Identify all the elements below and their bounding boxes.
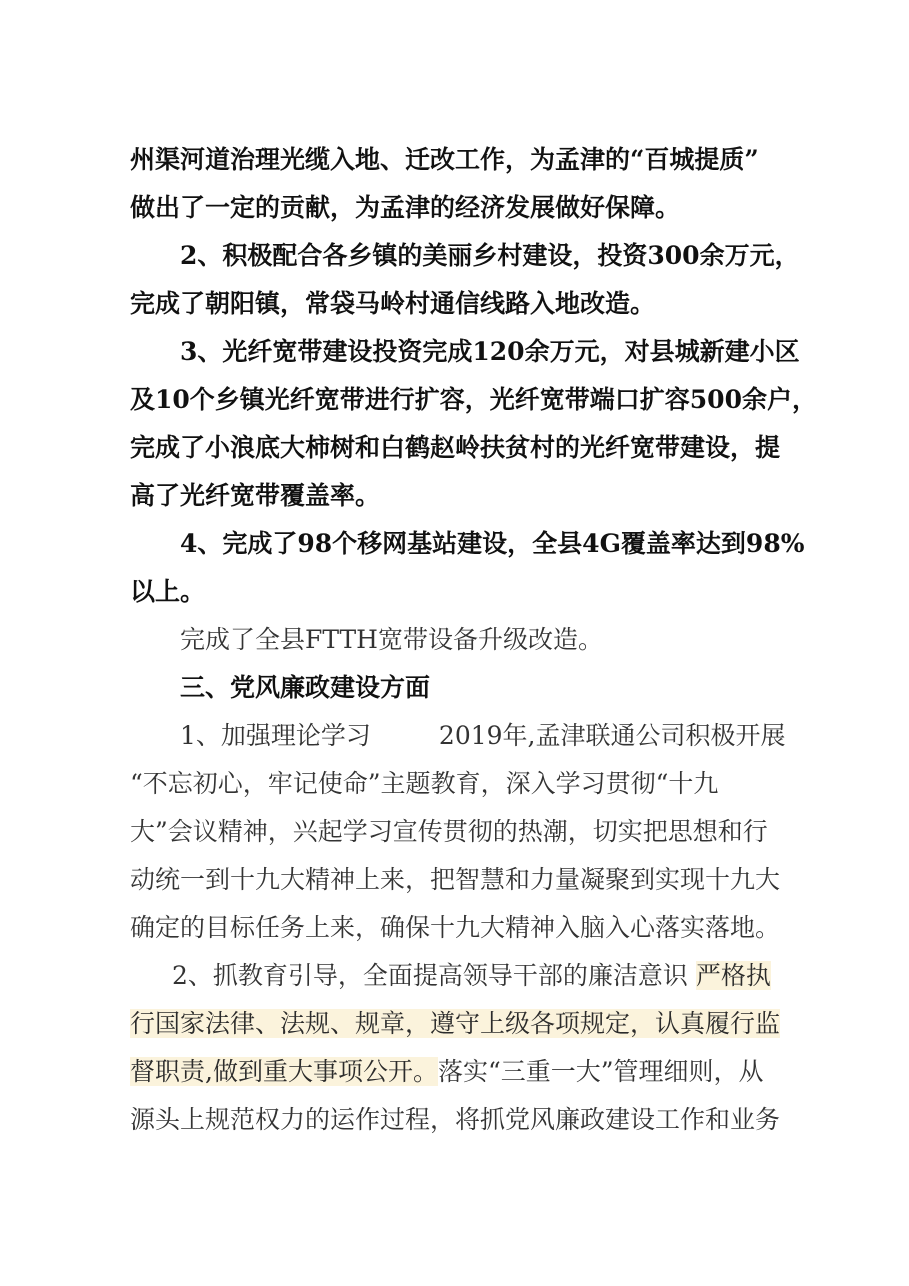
paragraph-line [130, 1004, 780, 1044]
highlighted-text: 行国家法律、法规、规章，遵守上级各项规定，认真履行监 [130, 1009, 781, 1038]
paragraph-line: 动统一到十九大精神上来，把智慧和力量凝聚到实现十九大 [130, 865, 781, 894]
list-item-3: 3、光纤宽带建设投资完成120余万元，对县城新建小区 [180, 337, 800, 366]
paragraph-text: 2019年,孟津联通公司积极开展 [438, 721, 786, 750]
paragraph-line: 及10个乡镇光纤宽带进行扩容，光纤宽带端口扩容500余户， [130, 385, 817, 414]
subsection-line [172, 956, 771, 996]
section-heading: 三、党风廉政建设方面 [180, 673, 431, 702]
paragraph-line [130, 1052, 764, 1092]
highlighted-text: 严格执 [695, 961, 771, 990]
paragraph-text: 落实“三重一大”管理细则，从 [437, 1057, 764, 1086]
paragraph-line: 确定的目标任务上来，确保十九大精神入脑入心落实落地。 [130, 913, 781, 942]
subsection-line [180, 716, 786, 756]
list-item-2: 2、积极配合各乡镇的美丽乡村建设，投资300余万元， [180, 241, 800, 270]
paragraph-line: 源头上规范权力的运作过程，将抓党风廉政建设工作和业务 [130, 1105, 781, 1134]
paragraph-line: 完成了小浪底大柿树和白鹤赵岭扶贫村的光纤宽带建设，提 [130, 433, 781, 462]
paragraph-line: 高了光纤宽带覆盖率。 [130, 481, 381, 510]
paragraph-line: 做出了一定的贡献，为孟津的经济发展做好保障。 [130, 193, 681, 222]
paragraph-line: 大”会议精神，兴起学习宣传贯彻的热潮，切实把思想和行 [130, 817, 768, 846]
highlighted-text: 督职责,做到重大事项公开。 [130, 1057, 438, 1086]
paragraph-line: 完成了全县FTTH宽带设备升级改造。 [180, 625, 603, 654]
paragraph-line: 以上。 [130, 577, 206, 606]
paragraph-line: 完成了朝阳镇，常袋马岭村通信线路入地改造。 [130, 289, 656, 318]
paragraph-line: 州渠河道治理光缆入地、迁改工作，为孟津的“百城提质” [130, 145, 759, 174]
subsection-title: 1、加强理论学习 [180, 721, 371, 750]
subsection-title: 2、抓教育引导，全面提高领导干部的廉洁意识 [172, 961, 688, 990]
paragraph-line: “不忘初心，牢记使命”主题教育，深入学习贯彻“十九 [130, 769, 719, 798]
list-item-4: 4、完成了98个移网基站建设，全县4G覆盖率达到98% [180, 529, 805, 558]
